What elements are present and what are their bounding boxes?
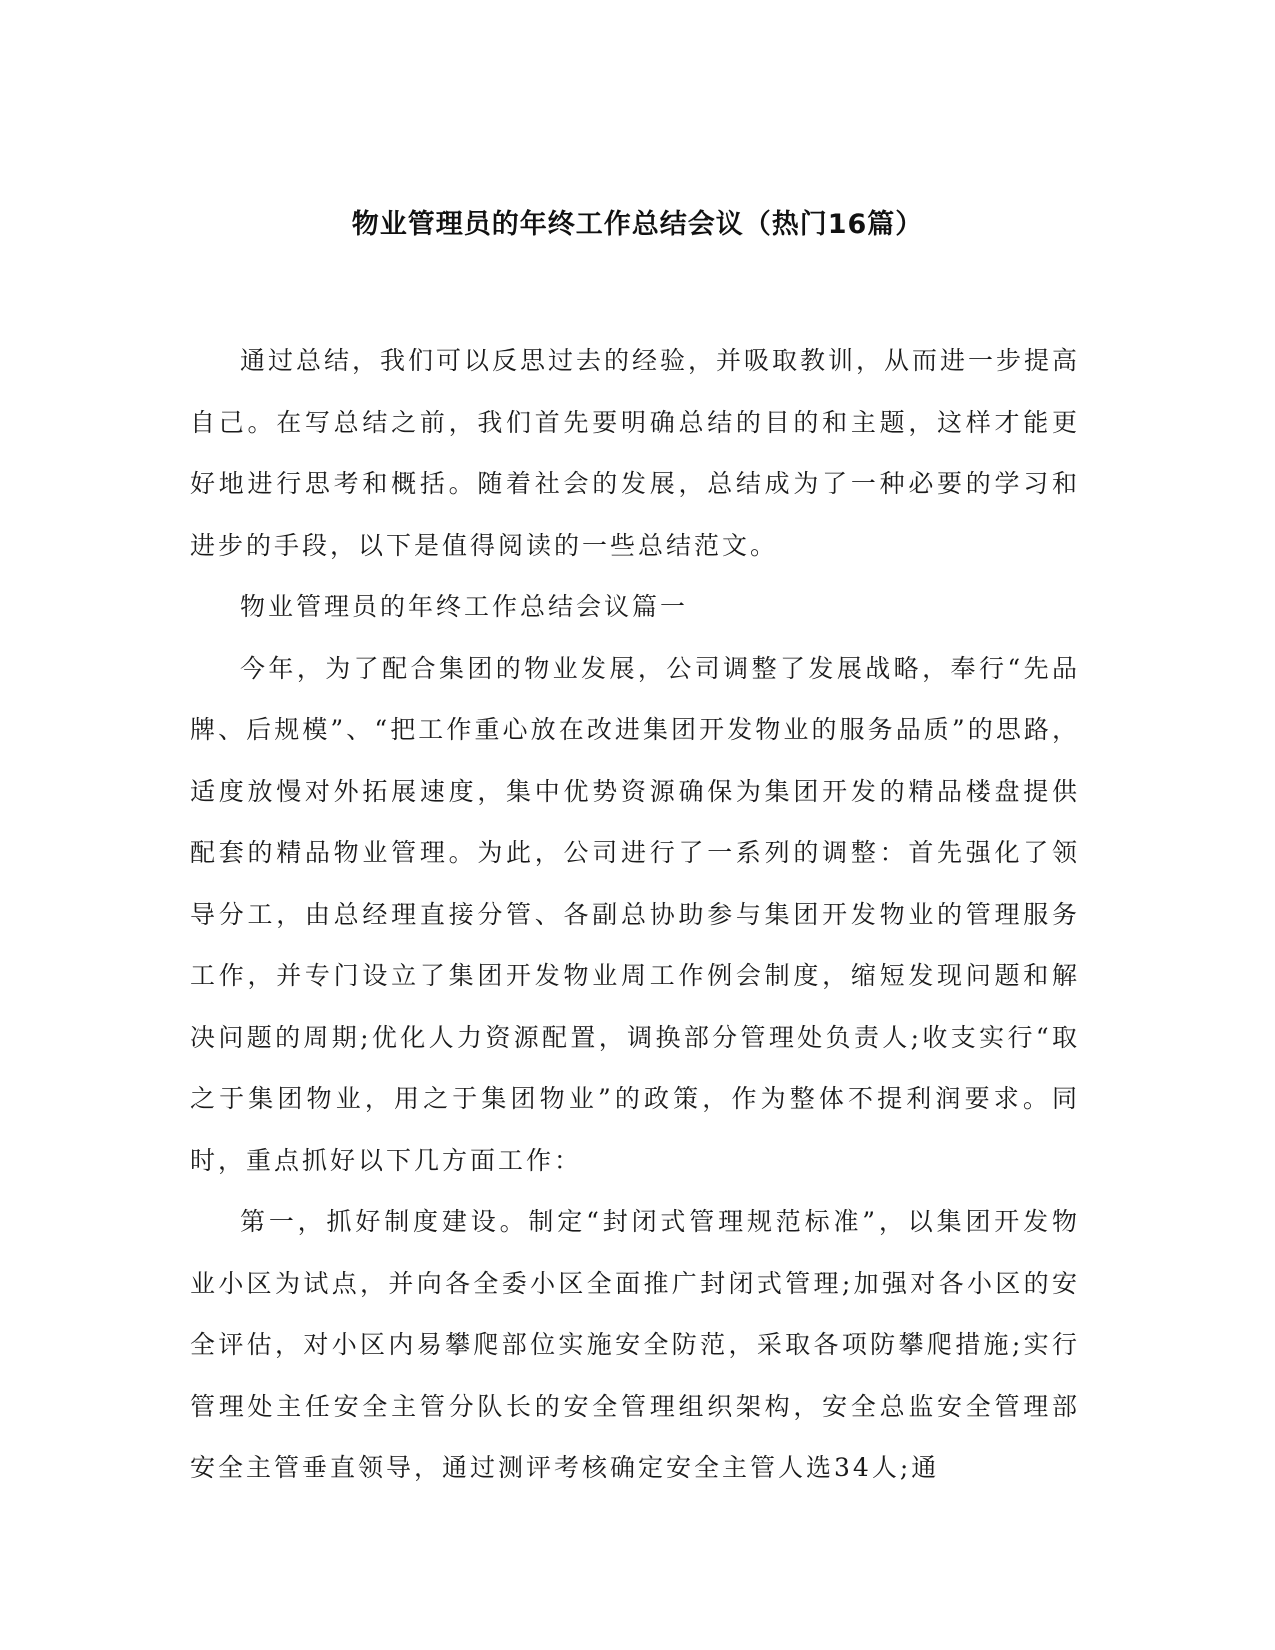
section-heading: 物业管理员的年终工作总结会议篇一 bbox=[240, 592, 689, 621]
document-title: 物业管理员的年终工作总结会议（热门16篇） bbox=[351, 209, 924, 240]
intro-paragraph: 通过总结，我们可以反思过去的经验，并吸取教训，从而进一步提高自己。在写总结之前，我们首先要明确总结的目的和主题，这样才能更好地进行思考和概括。随着社会的发展，总结成为了一种必要的学习和进步的手段，以下是值得阅读的一些总结范文。 bbox=[190, 346, 1081, 560]
body-paragraph: 第一，抓好制度建设。制定“封闭式管理规范标准”，以集团开发物业小区为试点，并向各全委小区全面推广封闭式管理;加强对各小区的安全评估，对小区内易攀爬部位实施安全防范，采取各项防攀爬措施;实行管理处主任安全主管分队长的安全管理组织架构，安全总监安全管理部安全主管垂直领导，通过测评考核确定安全主管人选34人;通 bbox=[190, 1207, 1080, 1482]
document-body bbox=[190, 330, 1080, 1499]
body-paragraph: 今年，为了配合集团的物业发展，公司调整了发展战略，奉行“先品牌、后规模”、“把工作重心放在改进集团开发物业的服务品质”的思路，适度放慢对外拓展速度，集中优势资源确保为集团开发的精品楼盘提供配套的精品物业管理。为此，公司进行了一系列的调整：首先强化了领导分工，由总经理直接分管、各副总协助参与集团开发物业的管理服务工作，并专门设立了集团开发物业周工作例会制度，缩短发现问题和解决问题的周期;优化人力资源配置，调换部分管理处负责人;收支实行“取之于集团物业，用之于集团物业”的政策，作为整体不提利润要求。同时，重点抓好以下几方面工作： bbox=[190, 653, 1080, 1175]
